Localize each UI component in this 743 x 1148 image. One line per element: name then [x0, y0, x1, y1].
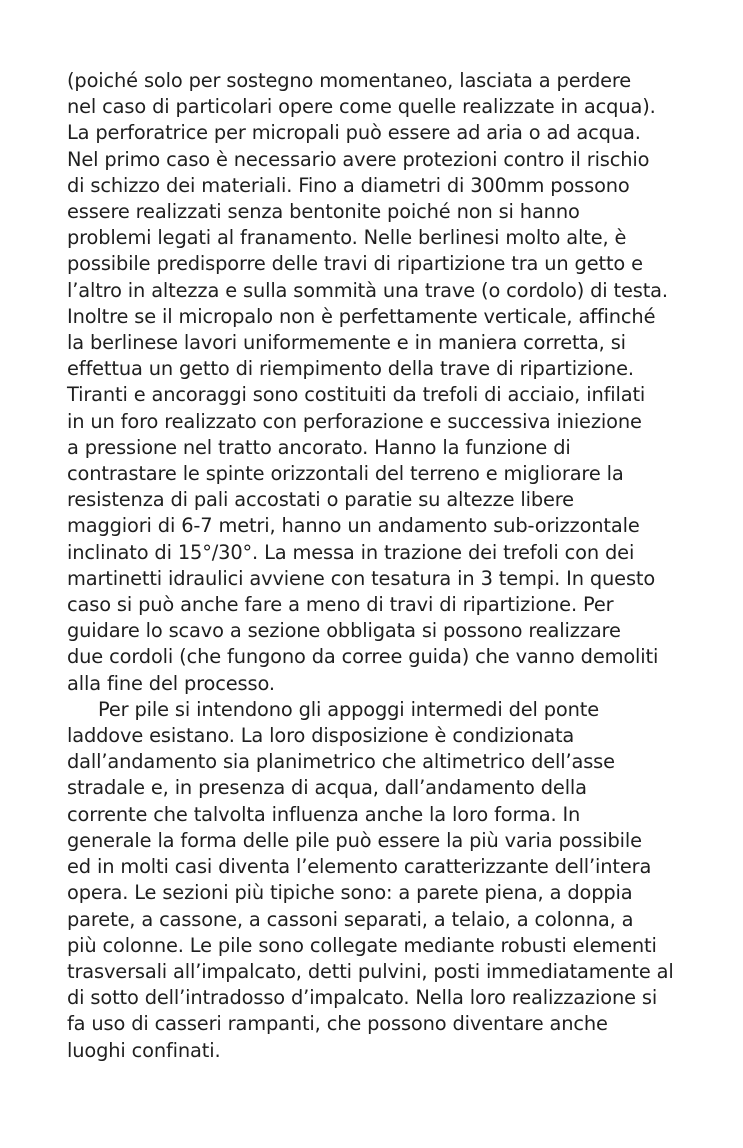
document-page [67, 68, 707, 1064]
paragraph-micropali-tiranti: (poiché solo per sostegno momentaneo, lasciata a perdere nel caso di particolari opere come quelle realizzate in acqua). La perforatrice per micropali può essere ad aria o ad acqua. Nel primo caso è necessario avere protezioni contro il rischio di schizzo dei materiali. Fino a diametri di 300mm possono essere realizzati senza bentonite poiché non si hanno problemi legati al franamento. Nelle berlinesi molto alte, è possibile predisporre delle travi di ripartizione tra un getto e l’altro in altezza e sulla sommità una trave (o cordolo) di testa. Inoltre se il micropalo non è perfettamente verticale, affinché la berlinese lavori uniformemente e in maniera corretta, si effettua un getto di riempimento della trave di ripartizione. Tiranti e ancoraggi sono costituiti da trefoli di acciaio, infilati in un foro realizzato con perforazione e successiva iniezione a pressione nel tratto ancorato. Hanno la funzione di contrastare le spinte orizzontali del terreno e migliorare la resistenza di pali accostati o paratie su altezze libere maggiori di 6-7 metri, hanno un andamento sub-orizzontale inclinato di 15°/30°. La messa in trazione dei trefoli con dei martinetti idraulici avviene con tesatura in 3 tempi. In questo caso si può anche fare a meno di travi di ripartizione. Per guidare lo scavo a sezione obbligata si possono realizzare due cordoli (che fungono da corree guida) che vanno demoliti alla fine del processo. [67, 69, 668, 695]
paragraph-pile: Per pile si intendono gli appoggi intermedi del ponte laddove esistano. La loro disposizione è condizionata dall’andamento sia planimetrico che altimetrico dell’asse stradale e, in presenza di acqua, dall’andamento della corrente che talvolta influenza anche la loro forma. In generale la forma delle pile può essere la più varia possibile ed in molti casi diventa l’elemento caratterizzante dell’intera opera. Le sezioni più tipiche sono: a parete piena, a doppia parete, a cassone, a cassoni separati, a telaio, a colonna, a più colonne. Le pile sono collegate mediante robusti elementi trasversali all’impalcato, detti pulvini, posti immediatamente al di sotto dell’intradosso d’impalcato. Nella loro realizzazione si fa uso di casseri rampanti, che possono diventare anche luoghi confinati. [67, 697, 674, 1062]
